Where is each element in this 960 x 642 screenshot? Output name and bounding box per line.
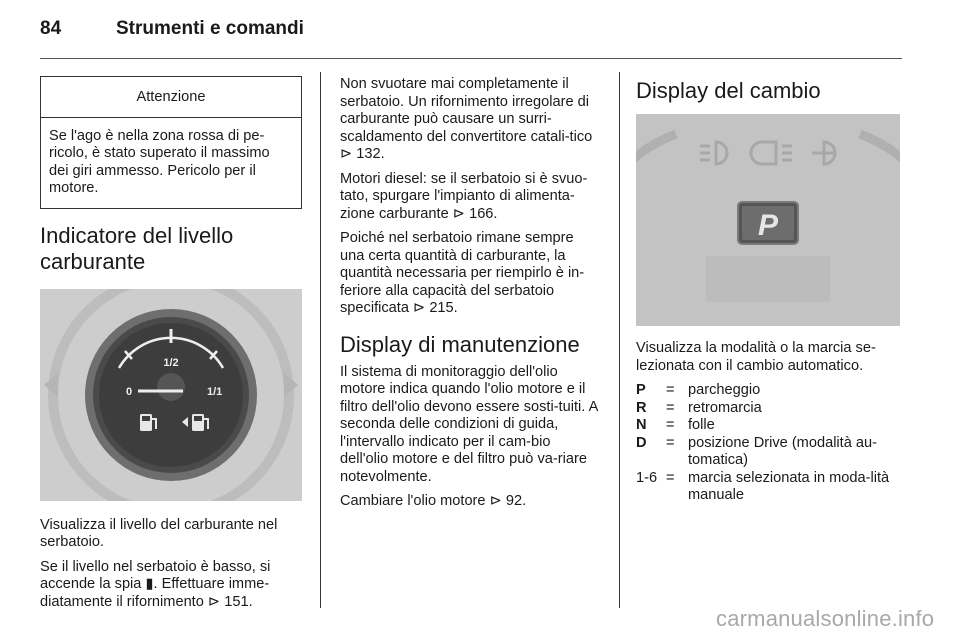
definition-eq: =	[666, 399, 675, 416]
definition-key: R	[636, 399, 647, 416]
gauge-half-label: 1/2	[163, 356, 179, 369]
ref-arrow-icon: ⊳	[207, 593, 221, 610]
gear-definition-list	[636, 382, 902, 505]
warning-box	[40, 76, 302, 209]
maintenance-oil-change	[340, 493, 602, 511]
definition-key: D	[636, 434, 647, 451]
page-number: 84	[40, 18, 62, 39]
section-title: Strumenti e comandi	[116, 18, 304, 39]
maintenance-heading: Display di manutenzione	[340, 331, 580, 357]
definition-value: retromarcia	[688, 399, 762, 416]
ref-arrow-icon: ⊳	[452, 205, 466, 222]
column-divider-1	[320, 72, 321, 608]
definition-value: parcheggio	[688, 382, 761, 398]
col2-p1-text: Non svuotare mai completamente il serbatoio. Un rifornimento irregolare di carburante può causare un surri-scaldamento del convertitore catali-tico	[340, 76, 593, 145]
fuel-pump-icon: ▮	[145, 576, 154, 592]
definition-value: posizione Drive (modalità au-tomatica)	[688, 434, 877, 468]
fuel-heading: Indicatore del livello carburante	[40, 222, 234, 274]
definition-key: P	[636, 382, 646, 398]
col2-p5-ref: 92.	[505, 493, 527, 509]
definition-value: marcia selezionata in moda-lità manuale	[688, 469, 890, 503]
gear-display-figure	[636, 114, 900, 326]
definition-eq: =	[666, 417, 675, 433]
warning-title: Attenzione	[41, 77, 301, 118]
definition-row	[636, 470, 902, 505]
col2-p3-ref: 215.	[429, 300, 458, 316]
header-rule	[40, 58, 902, 59]
gear-paragraph: Visualizza la modalità o la marcia se-lezionata con il cambio automatico.	[636, 340, 876, 374]
col2-p5-text: Cambiare l'olio motore	[340, 493, 490, 509]
fuel-p2-text-a: Se il livello nel serbatoio è basso, si accende la spia	[40, 558, 271, 592]
warning-text: Se l'ago è nella zona rossa di pe-ricolo, è stato superato il massimo dei giri ammesso. Pericolo per il motore.	[49, 127, 270, 196]
column-1	[40, 76, 302, 618]
col2-p2-text: Motori diesel: se il serbatoio si è svuo-tato, spurgare l'impianto di alimenta-zione carburante	[340, 170, 588, 222]
ref-arrow-icon: ⊳	[489, 493, 502, 509]
definition-value: folle	[688, 417, 715, 433]
column-divider-2	[619, 72, 620, 608]
definition-key: 1-6	[636, 469, 658, 486]
col2-p1-ref: 132.	[356, 146, 385, 162]
definition-eq: =	[666, 382, 675, 398]
gauge-full-label: 1/1	[207, 385, 223, 398]
column2-paragraph-3	[340, 230, 602, 318]
col2-p3-text: Poiché nel serbatoio rimane sempre una certa quantità di carburante, la quantità necessaria per riempirlo è in-feriore alla capacità del serbatoio specificata	[340, 230, 585, 316]
definition-eq: =	[666, 434, 675, 451]
watermark[interactable]: carmanualsonline.info	[716, 606, 935, 631]
ref-arrow-icon: ⊳	[413, 300, 426, 316]
maintenance-paragraph: Il sistema di monitoraggio dell'olio motore indica quando l'olio motore e il filtro dell'olio devono essere sosti-tuiti. A seconda delle condizioni di guida, l'intervallo indicato per il cam-bio dell'olio motore e del filtro può va-riare notevolmente.	[340, 363, 598, 485]
column2-paragraph-2	[340, 171, 602, 224]
fuel-gauge-illustration	[40, 289, 302, 501]
gear-display-letter: P	[757, 209, 779, 242]
fuel-paragraph-1: Visualizza il livello del carburante nel serbatoio.	[40, 516, 278, 550]
definition-key: N	[636, 417, 647, 433]
definition-eq: =	[666, 469, 675, 486]
column-2	[340, 76, 602, 518]
definition-row	[636, 382, 902, 400]
gear-heading: Display del cambio	[636, 78, 821, 103]
col2-p2-ref: 166.	[469, 205, 498, 222]
page-header	[40, 18, 304, 40]
definition-row	[636, 435, 902, 470]
fuel-p2-text-b: . Effettuare imme-diatamente il rifornimento	[40, 576, 270, 610]
definition-row	[636, 417, 902, 435]
column-3	[636, 76, 902, 505]
fuel-p2-ref: 151.	[224, 593, 253, 610]
fuel-paragraph-2	[40, 559, 302, 612]
gauge-zero-label: 0	[126, 385, 133, 398]
gear-display-illustration	[636, 114, 900, 326]
definition-row	[636, 400, 902, 418]
column2-paragraph-1	[340, 76, 602, 164]
fuel-gauge-figure	[40, 289, 302, 501]
ref-arrow-icon: ⊳	[340, 146, 353, 162]
